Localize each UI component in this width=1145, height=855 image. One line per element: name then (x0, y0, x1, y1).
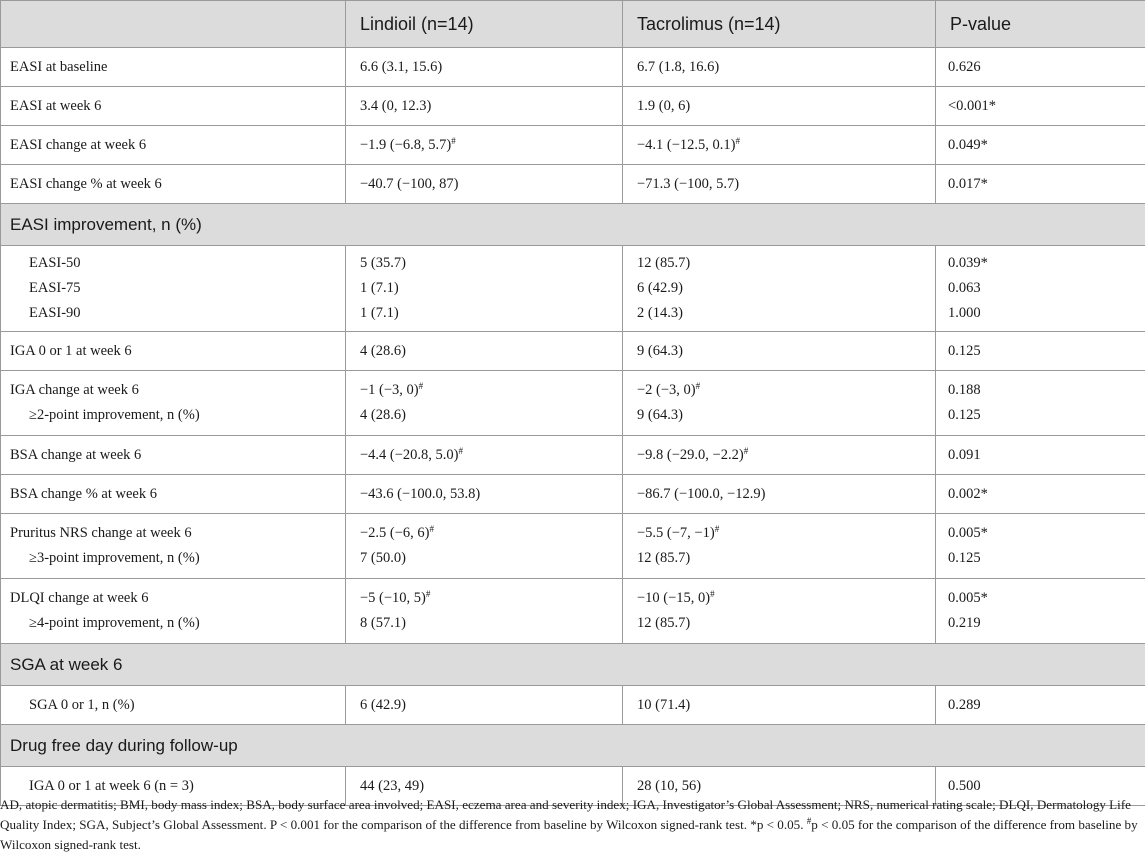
table-row (1, 165, 1145, 204)
header-p-value: P-value (936, 1, 1145, 48)
row-label: IGA change at week 6 ≥2-point improvement, n (%) (1, 371, 346, 436)
lindioil-value: 3.4 (0, 12.3) (346, 87, 623, 126)
tacrolimus-value: −86.7 (−100.0, −12.9) (623, 475, 936, 514)
hash-mark: # (743, 445, 749, 456)
hash-mark: # (806, 816, 812, 826)
section-title: SGA at week 6 (1, 644, 1145, 686)
p-value: 0.005* 0.125 (936, 514, 1145, 579)
table-row (1, 514, 1145, 579)
hash-mark: # (710, 589, 715, 599)
header-tacrolimus: Tacrolimus (n=14) (623, 1, 936, 48)
tacrolimus-value: 1.9 (0, 6) (623, 87, 936, 126)
row-label: DLQI change at week 6 ≥4-point improvement, n (%) (1, 579, 346, 644)
hash-mark: # (451, 135, 456, 146)
lindioil-value: 6 (42.9) (346, 686, 623, 725)
row-label: EASI at baseline (1, 48, 346, 87)
table-footnote: AD, atopic dermatitis; BMI, body mass index; BSA, body surface area involved; EASI, eczema area and severity index; IGA, Investigator’s Global Assessment; NRS, numerical rating scale; DLQI, Dermatology Life Quality Index; SGA, Subject’s Global Assessment. P < 0.001 for the comparison of the difference from baseline by Wilcoxon signed-rank test. *p < 0.05. #p < 0.05 for the comparison of the difference from baseline by Wilcoxon signed-rank test. (0, 797, 1138, 852)
section-row (1, 725, 1145, 767)
section-row (1, 204, 1145, 246)
lindioil-value: 5 (35.7) 1 (7.1) 1 (7.1) (346, 246, 623, 332)
header-row (1, 1, 1145, 48)
lindioil-value: 6.6 (3.1, 15.6) (346, 48, 623, 87)
p-value: 0.005* 0.219 (936, 579, 1145, 644)
table-row (1, 126, 1145, 165)
p-value: 0.188 0.125 (936, 371, 1145, 436)
table-row (1, 475, 1145, 514)
tacrolimus-value: 9 (64.3) (623, 332, 936, 371)
p-value: 0.017* (936, 165, 1145, 204)
tacrolimus-value: −71.3 (−100, 5.7) (623, 165, 936, 204)
row-label: IGA 0 or 1 at week 6 (n = 3) (1, 767, 346, 806)
hash-mark: # (429, 524, 435, 534)
lindioil-value: −43.6 (−100.0, 53.8) (346, 475, 623, 514)
row-label: BSA change at week 6 (1, 436, 346, 475)
row-label: EASI at week 6 (1, 87, 346, 126)
row-label: Pruritus NRS change at week 6 ≥3-point improvement, n (%) (1, 514, 346, 579)
p-value: <0.001* (936, 87, 1145, 126)
table-row (1, 332, 1145, 371)
p-value: 0.626 (936, 48, 1145, 87)
section-title: Drug free day during follow-up (1, 725, 1145, 767)
tacrolimus-value: −10 (−15, 0)# 12 (85.7) (623, 579, 936, 644)
row-label: EASI-50 EASI-75 EASI-90 (1, 246, 346, 332)
lindioil-value: −5 (−10, 5)# 8 (57.1) (346, 579, 623, 644)
row-label: BSA change % at week 6 (1, 475, 346, 514)
hash-mark: # (714, 524, 720, 534)
tacrolimus-value: 28 (10, 56) (623, 767, 936, 806)
p-value: 0.002* (936, 475, 1145, 514)
tacrolimus-value: 12 (85.7) 6 (42.9) 2 (14.3) (623, 246, 936, 332)
header-variable (1, 1, 346, 48)
section-row (1, 644, 1145, 686)
lindioil-value: 4 (28.6) (346, 332, 623, 371)
p-value: 0.289 (936, 686, 1145, 725)
hash-mark: # (418, 381, 424, 391)
table-row (1, 246, 1145, 332)
tacrolimus-value: −2 (−3, 0)# 9 (64.3) (623, 371, 936, 436)
row-label: EASI change at week 6 (1, 126, 346, 165)
lindioil-value: −1.9 (−6.8, 5.7)# (346, 126, 623, 165)
hash-mark: # (425, 589, 431, 599)
p-value: 0.125 (936, 332, 1145, 371)
tacrolimus-value: −9.8 (−29.0, −2.2)# (623, 436, 936, 475)
table-row (1, 87, 1145, 126)
header-lindioil: Lindioil (n=14) (346, 1, 623, 48)
hash-mark: # (695, 381, 701, 391)
table-row (1, 436, 1145, 475)
tacrolimus-value: 6.7 (1.8, 16.6) (623, 48, 936, 87)
table-row (1, 686, 1145, 725)
lindioil-value: −2.5 (−6, 6)# 7 (50.0) (346, 514, 623, 579)
p-value: 0.091 (936, 436, 1145, 475)
tacrolimus-value: −4.1 (−12.5, 0.1)# (623, 126, 936, 165)
table-row (1, 371, 1145, 436)
tacrolimus-value: 10 (71.4) (623, 686, 936, 725)
p-value: 0.039* 0.063 1.000 (936, 246, 1145, 332)
p-value: 0.049* (936, 126, 1145, 165)
lindioil-value: 44 (23, 49) (346, 767, 623, 806)
lindioil-value: −1 (−3, 0)# 4 (28.6) (346, 371, 623, 436)
section-title: EASI improvement, n (%) (1, 204, 1145, 246)
hash-mark: # (458, 445, 464, 456)
row-label: EASI change % at week 6 (1, 165, 346, 204)
lindioil-value: −4.4 (−20.8, 5.0)# (346, 436, 623, 475)
row-label: IGA 0 or 1 at week 6 (1, 332, 346, 371)
row-label: SGA 0 or 1, n (%) (1, 686, 346, 725)
table-row (1, 579, 1145, 644)
table-row (1, 48, 1145, 87)
p-value: 0.500 (936, 767, 1145, 806)
lindioil-value: −40.7 (−100, 87) (346, 165, 623, 204)
hash-mark: # (735, 135, 741, 146)
tacrolimus-value: −5.5 (−7, −1)# 12 (85.7) (623, 514, 936, 579)
